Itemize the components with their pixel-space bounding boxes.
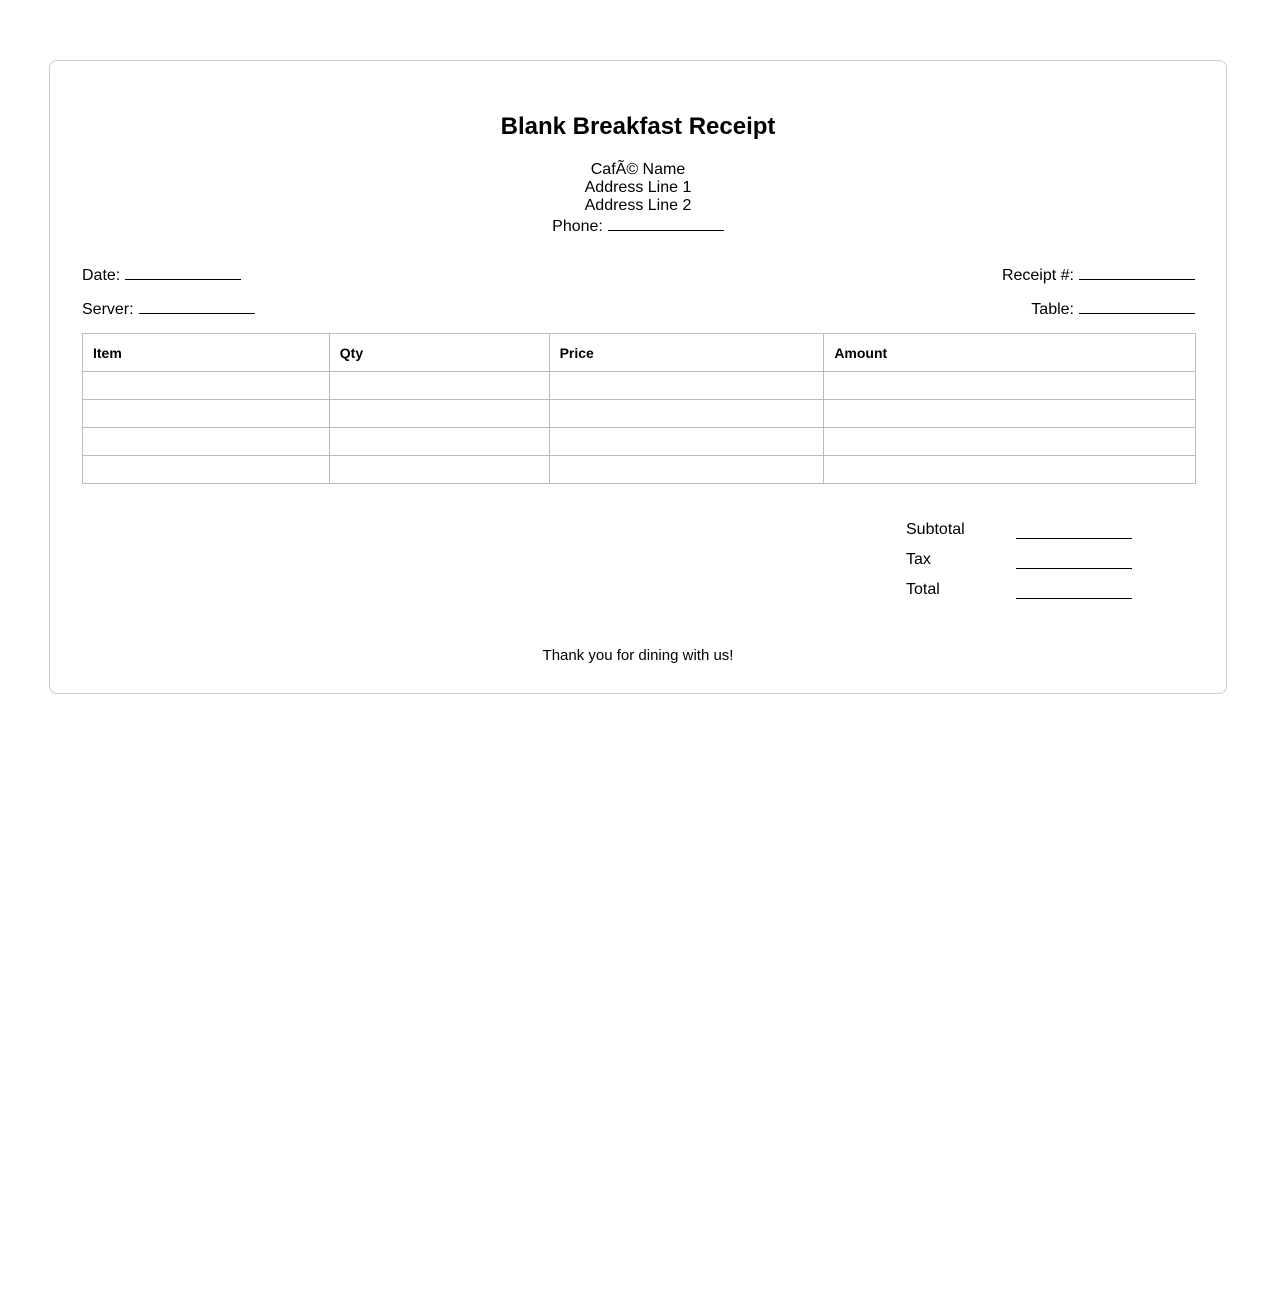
cafe-name: CafÃ© Name: [590, 161, 686, 178]
thank-you-message: Thank you for dining with us!: [542, 647, 734, 664]
subtotal-row: [906, 521, 1136, 551]
table-row: [83, 456, 1196, 484]
cell-item: [83, 428, 330, 456]
tax-row: [906, 551, 1136, 581]
date-blank: [125, 264, 241, 280]
table-number-blank: [1079, 298, 1195, 314]
cell-price: [549, 400, 824, 428]
total-blank: [1016, 598, 1132, 599]
table-number-label: Table:: [1031, 301, 1074, 318]
cell-qty: [329, 456, 549, 484]
phone-blank: [608, 215, 724, 231]
cell-item: [83, 400, 330, 428]
cell-item: [83, 372, 330, 400]
cell-qty: [329, 428, 549, 456]
header-qty: Qty: [329, 334, 549, 372]
subtotal-label: Subtotal: [906, 521, 965, 538]
cell-price: [549, 372, 824, 400]
header-item: Item: [83, 334, 330, 372]
date-label: Date:: [82, 267, 121, 284]
cell-qty: [329, 400, 549, 428]
cell-price: [549, 428, 824, 456]
table-row: [83, 400, 1196, 428]
total-row: [906, 581, 1136, 611]
receipt-number-label: Receipt #:: [1001, 267, 1074, 284]
cell-price: [549, 456, 824, 484]
table-row: [83, 428, 1196, 456]
cell-amount: [824, 428, 1196, 456]
receipt-title: Blank Breakfast Receipt: [500, 113, 776, 140]
phone-field: [50, 215, 1226, 233]
total-label: Total: [906, 581, 940, 598]
cell-qty: [329, 372, 549, 400]
cell-amount: [824, 372, 1196, 400]
server-label: Server:: [82, 301, 134, 318]
receipt-card: [49, 60, 1227, 694]
table-header-row: [83, 334, 1196, 372]
address-line-2: Address Line 2: [584, 197, 692, 214]
cell-amount: [824, 456, 1196, 484]
header-amount: Amount: [824, 334, 1196, 372]
table-row: [83, 372, 1196, 400]
cell-amount: [824, 400, 1196, 428]
header-price: Price: [549, 334, 824, 372]
table-number-field: [1031, 298, 1195, 319]
cafe-info: [50, 161, 1226, 233]
totals-section: [906, 521, 1136, 611]
phone-label: Phone:: [552, 218, 603, 235]
date-field: [82, 264, 241, 285]
items-table: [82, 333, 1196, 484]
server-field: [82, 298, 255, 319]
tax-blank: [1016, 568, 1132, 569]
server-blank: [139, 298, 255, 314]
receipt-number-blank: [1079, 264, 1195, 280]
cell-item: [83, 456, 330, 484]
address-line-1: Address Line 1: [584, 179, 692, 196]
subtotal-blank: [1016, 538, 1132, 539]
tax-label: Tax: [906, 551, 931, 568]
receipt-number-field: [1002, 264, 1195, 285]
